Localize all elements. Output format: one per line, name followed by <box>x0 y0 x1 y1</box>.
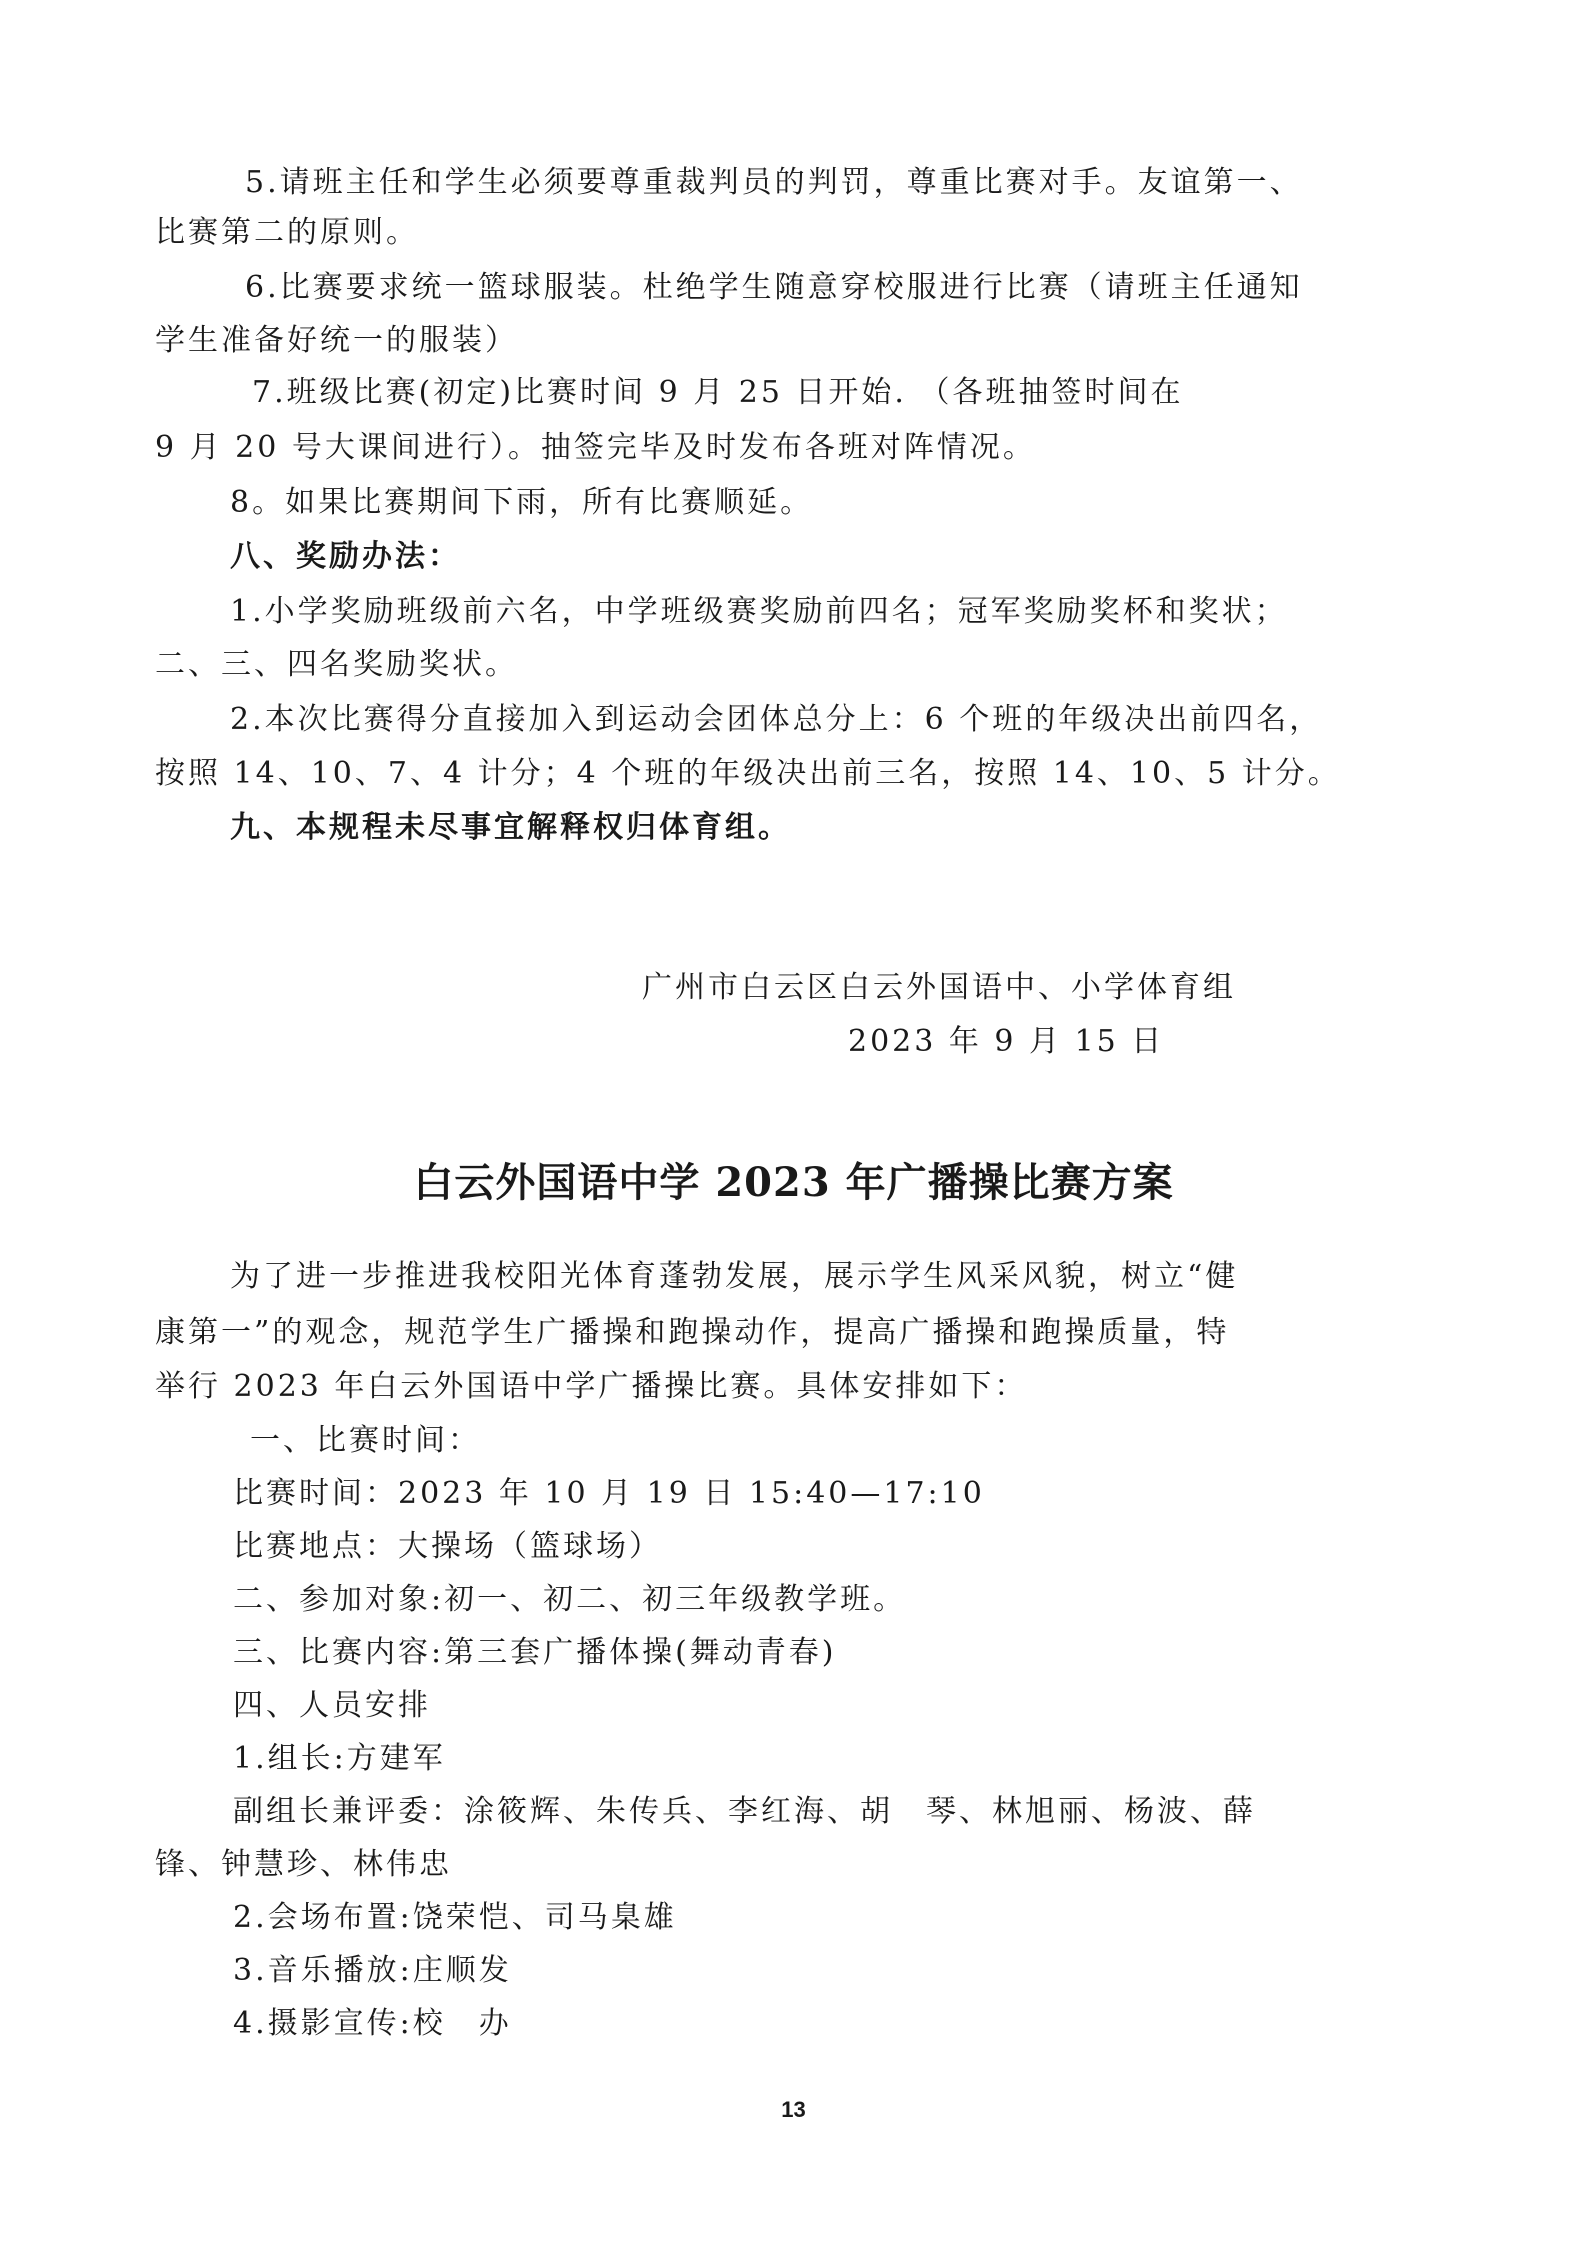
competition-time: 比赛时间：2023 年 10 月 19 日 15:40—17:10 <box>233 1476 985 1511</box>
staff-venue-setup: 2.会场布置:饶荣恺、司马臬雄 <box>233 1900 677 1935</box>
signature-organization: 广州市白云区白云外国语中、小学体育组 <box>642 970 1236 1005</box>
competition-content: 三、比赛内容:第三套广播体操(舞动青春) <box>233 1635 837 1670</box>
staff-deputies-line-2: 锋、钟慧珍、林伟忠 <box>155 1847 452 1882</box>
staff-leader: 1.组长:方建军 <box>233 1741 446 1776</box>
heading-interpretation: 九、本规程未尽事宜解释权归体育组。 <box>230 810 791 845</box>
staff-photography: 4.摄影宣传:校 办 <box>233 2006 512 2041</box>
reward-1-line-1: 1.小学奖励班级前六名，中学班级赛奖励前四名；冠军奖励奖杯和奖状； <box>230 594 1288 629</box>
staff-music: 3.音乐播放:庄顺发 <box>233 1953 512 1988</box>
intro-line-1: 为了进一步推进我校阳光体育蓬勃发展，展示学生风采风貌，树立“健 <box>230 1259 1239 1294</box>
heading-rewards: 八、奖励办法： <box>230 539 461 574</box>
rule-8: 8。如果比赛期间下雨，所有比赛顺延。 <box>230 485 814 520</box>
intro-line-3: 举行 2023 年白云外国语中学广播操比赛。具体安排如下： <box>155 1369 1028 1404</box>
reward-2-line-1: 2.本次比赛得分直接加入到运动会团体总分上：6 个班的年级决出前四名， <box>230 702 1323 737</box>
rule-5-line-1: 5.请班主任和学生必须要尊重裁判员的判罚，尊重比赛对手。友谊第一、 <box>245 165 1303 200</box>
heading-time: 一、比赛时间： <box>250 1423 481 1458</box>
competition-venue: 比赛地点：大操场（篮球场） <box>233 1529 662 1564</box>
rule-6-line-2: 学生准备好统一的服装） <box>155 323 518 358</box>
participants: 二、参加对象:初一、初二、初三年级教学班。 <box>233 1582 907 1617</box>
signature-date: 2023 年 9 月 15 日 <box>848 1024 1165 1059</box>
rule-6-line-1: 6.比赛要求统一篮球服装。杜绝学生随意穿校服进行比赛（请班主任通知 <box>245 270 1303 305</box>
heading-staff: 四、人员安排 <box>233 1688 431 1723</box>
reward-2-line-2: 按照 14、10、7、4 计分；4 个班的年级决出前三名，按照 14、10、5 计分。 <box>155 756 1341 791</box>
reward-1-line-2: 二、三、四名奖励奖状。 <box>155 647 518 682</box>
page-number: 13 <box>781 2097 806 2122</box>
staff-deputies-line-1: 副组长兼评委：涂筱辉、朱传兵、李红海、胡 琴、林旭丽、杨波、薛 <box>233 1794 1256 1829</box>
rule-7-line-1: 7.班级比赛(初定)比赛时间 9 月 25 日开始. （各班抽签时间在 <box>252 375 1184 410</box>
page-title: 白云外国语中学 2023 年广播操比赛方案 <box>413 1159 1174 1206</box>
rule-5-line-2: 比赛第二的原则。 <box>155 215 419 250</box>
rule-7-line-2: 9 月 20 号大课间进行）。抽签完毕及时发布各班对阵情况。 <box>155 430 1036 465</box>
intro-line-2: 康第一”的观念，规范学生广播操和跑操动作，提高广播操和跑操质量，特 <box>155 1315 1230 1350</box>
